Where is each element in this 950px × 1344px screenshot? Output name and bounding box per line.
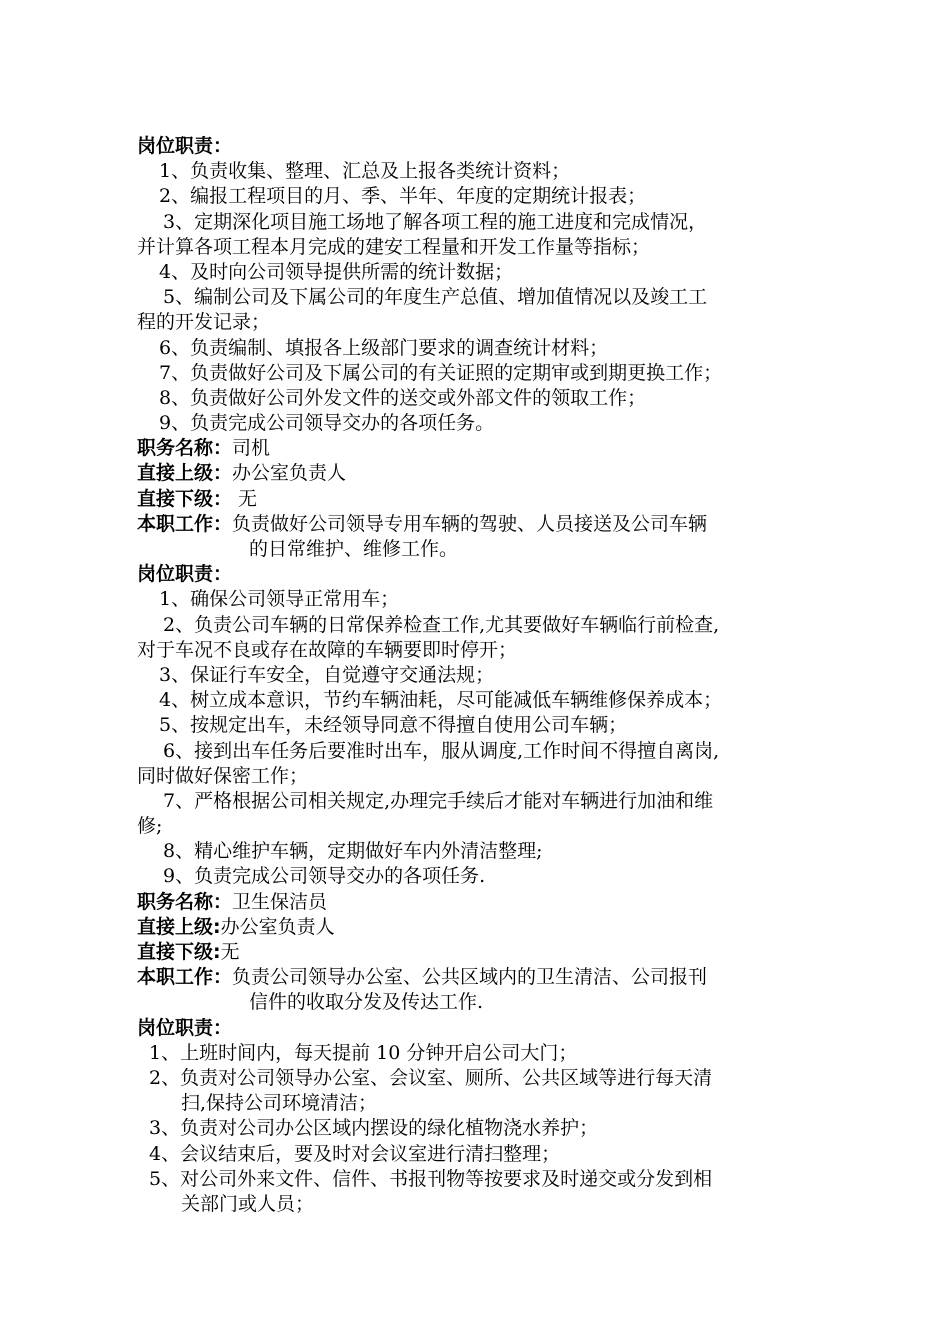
job-description-row: [137, 965, 817, 990]
field-value: 无: [232, 487, 258, 510]
supervisor-row: [137, 915, 817, 940]
field-value: 卫生保洁员: [232, 890, 328, 913]
duty-item: 4、会议结束后，要及时对会议室进行清扫整理；: [149, 1142, 561, 1165]
duty-item: 7、负责做好公司及下属公司的有关证照的定期审或到期更换工作；: [159, 361, 723, 384]
field-label: 职务名称：: [137, 890, 233, 913]
duty-item: 7、严格根据公司相关规定,办理完手续后才能对车辆进行加油和维: [163, 789, 714, 812]
field-value: 司机: [232, 437, 271, 460]
duty-item-continuation: 并计算各项工程本月完成的建安工程量和开发工作量等指标；: [137, 235, 651, 258]
duty-item-continuation: 程的开发记录；: [137, 311, 271, 334]
duty-item: 3、保证行车安全，自觉遵守交通法规；: [159, 663, 495, 686]
field-label: 直接下级：: [137, 487, 233, 510]
document-page: [137, 134, 817, 1217]
duty-item: 3、定期深化项目施工场地了解各项工程的施工进度和完成情况，: [163, 210, 708, 233]
duty-item-continuation: 修;: [137, 815, 163, 838]
job-description-row: [137, 512, 817, 537]
duty-item-continuation: 同时做好保密工作；: [137, 764, 309, 787]
duty-item: 1、负责收集、整理、汇总及上报各类统计资料；: [159, 160, 571, 183]
position-title-row: [137, 436, 817, 461]
field-label: 本职工作：: [137, 966, 233, 989]
field-value: 负责做好公司领导专用车辆的驾驶、人员接送及公司车辆: [232, 512, 708, 535]
field-value: 办公室负责人: [220, 915, 335, 938]
field-label: 直接上级:: [137, 915, 221, 938]
duty-item: 9、负责完成公司领导交办的各项任务.: [163, 865, 486, 888]
duty-item-continuation: 关部门或人员；: [181, 1192, 315, 1215]
duty-item: 4、及时向公司领导提供所需的统计数据；: [159, 260, 514, 283]
section-heading: 岗位职责：: [137, 563, 233, 586]
duty-item: 1、确保公司领导正常用车；: [159, 588, 400, 611]
field-label: 本职工作：: [137, 512, 233, 535]
duty-item: 5、按规定出车，未经领导同意不得擅自使用公司车辆；: [159, 714, 628, 737]
duty-item-continuation: 对于车况不良或存在故障的车辆要即时停开；: [137, 638, 518, 661]
duty-item: 3、负责对公司办公区域内摆设的绿化植物浇水养护；: [149, 1117, 599, 1140]
job-description-continuation: 的日常维护、维修工作。: [249, 538, 459, 560]
job-description-continuation: 信件的收取分发及传达工作.: [249, 991, 484, 1014]
duty-item-continuation: 扫,保持公司环境清洁；: [181, 1092, 378, 1115]
duty-item: 1、上班时间内，每天提前 10 分钟开启公司大门；: [149, 1041, 578, 1064]
duty-item: 6、负责编制、填报各上级部门要求的调查统计材料；: [159, 336, 609, 359]
duty-item: 2、负责对公司领导办公室、会议室、厕所、公共区域等进行每天清: [149, 1066, 713, 1089]
duty-item: 4、树立成本意识，节约车辆油耗，尽可能减低车辆维修保养成本；: [159, 689, 723, 712]
duty-item: 6、接到出车任务后要准时出车，服从调度,工作时间不得擅自离岗,: [163, 739, 720, 762]
field-label: 职务名称：: [137, 437, 233, 460]
duty-item: 2、编报工程项目的月、季、半年、年度的定期统计报表；: [159, 185, 647, 208]
section-heading: 岗位职责：: [137, 135, 233, 157]
subordinate-row: [137, 487, 817, 512]
position-title-row: [137, 890, 817, 915]
duty-item: 8、精心维护车辆，定期做好车内外清洁整理;: [163, 840, 543, 863]
section-heading: 岗位职责：: [137, 1016, 233, 1039]
field-value: 办公室负责人: [232, 462, 347, 485]
duty-item: 5、对公司外来文件、信件、书报刊物等按要求及时递交或分发到相: [149, 1167, 713, 1190]
field-value: 无: [220, 941, 240, 963]
field-label: 直接下级:: [137, 941, 221, 963]
field-label: 直接上级：: [137, 462, 233, 485]
duty-item: 2、负责公司车辆的日常保养检查工作,尤其要做好车辆临行前检查,: [163, 613, 720, 636]
duty-item: 9、负责完成公司领导交办的各项任务。: [159, 412, 495, 435]
subordinate-row: [137, 940, 817, 965]
supervisor-row: [137, 461, 817, 486]
duty-item: 5、编制公司及下属公司的年度生产总值、增加值情况以及竣工工: [163, 286, 708, 309]
duty-item: 8、负责做好公司外发文件的送交或外部文件的领取工作；: [159, 386, 647, 409]
field-value: 负责公司领导办公室、公共区域内的卫生清洁、公司报刊: [232, 966, 708, 989]
